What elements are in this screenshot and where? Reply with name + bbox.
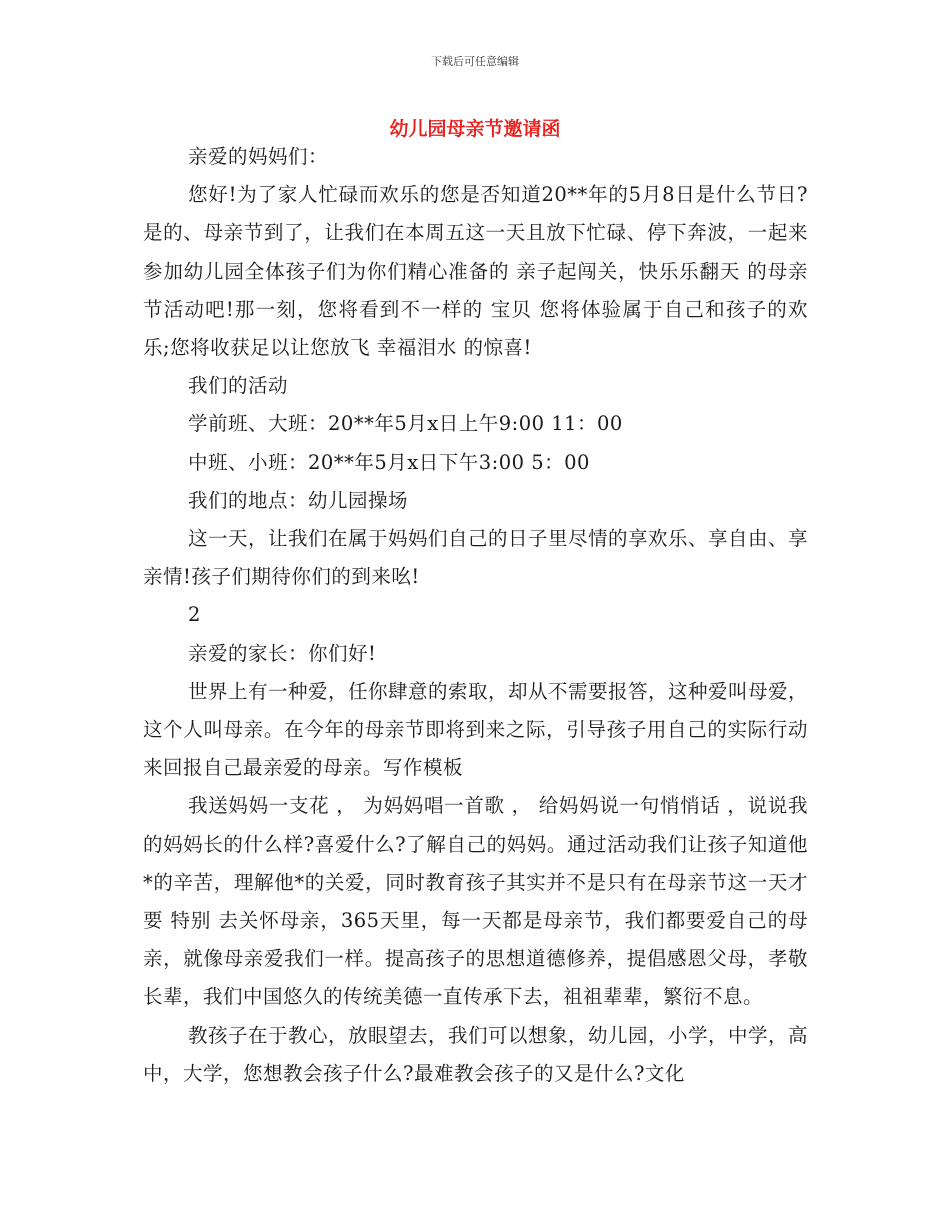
paragraph-activities: 我送妈妈一支花 ， 为妈妈唱一首歌 ， 给妈妈说一句悄悄话 ，说说我的妈妈长的什么样?喜爱什么?了解自己的妈妈。通过活动我们让孩子知道他*的辛苦，理解他*的关爱，同时教育孩子其实并不是只有在母亲节这一天才要 特别 去关怀母亲，365天里，每一天都是母亲节，我们都要爱自己的母亲，就像母亲爱我们一样。提高孩子的思想道德修养，提倡感恩父母，孝敬长辈，我们中国悠久的传统美德一直传承下去，祖祖辈辈，繁衍不息。 — [143, 794, 808, 1009]
paragraph-location: 我们的地点：幼儿园操场 — [188, 488, 409, 512]
paragraph-greeting-parents: 亲爱的家长：你们好! — [188, 641, 377, 665]
document-body — [143, 138, 808, 1093]
section-number: 2 — [188, 603, 201, 627]
header-note: 下载后可任意编辑 — [431, 55, 519, 68]
paragraph-greeting: 亲爱的妈妈们： — [188, 145, 329, 168]
paragraph-intro: 您好!为了家人忙碌而欢乐的您是否知道20**年的5月8日是什么节日?是的、母亲节到了，让我们在本周五这一天且放下忙碌、停下奔波，一起来参加幼儿园全体孩子们为你们精心准备的 亲子起闯关，快乐乐翻天 的母亲节活动吧!那一刻，您将看到不一样的 宝贝 您将体验属于自己和孩子的欢乐;您将收获足以让您放飞 幸福泪水 的惊喜! — [143, 183, 808, 360]
document-title: 幼儿园母亲节邀请函 — [389, 118, 561, 140]
paragraph-activity-heading: 我们的活动 — [188, 374, 289, 398]
paragraph-schedule-senior: 学前班、大班：20**年5月x日上午9:00 11：00 — [188, 412, 623, 436]
paragraph-closing: 这一天，让我们在属于妈妈们自己的日子里尽情的享欢乐、享自由、享亲情!孩子们期待你们的到来吆! — [143, 527, 809, 589]
paragraph-mother-love: 世界上有一种爱，任你肆意的索取，却从不需要报答，这种爱叫母爱，这个人叫母亲。在今年的母亲节即将到来之际，引导孩子用自己的实际行动来回报自己最亲爱的母亲。写作模板 — [143, 679, 809, 780]
paragraph-schedule-junior: 中班、小班：20**年5月x日下午3:00 5：00 — [188, 450, 590, 474]
paragraph-education: 教孩子在于教心，放眼望去，我们可以想象，幼儿园，小学，中学，高中，大学，您想教会孩子什么?最难教会孩子的又是什么?文化 — [143, 1023, 809, 1085]
